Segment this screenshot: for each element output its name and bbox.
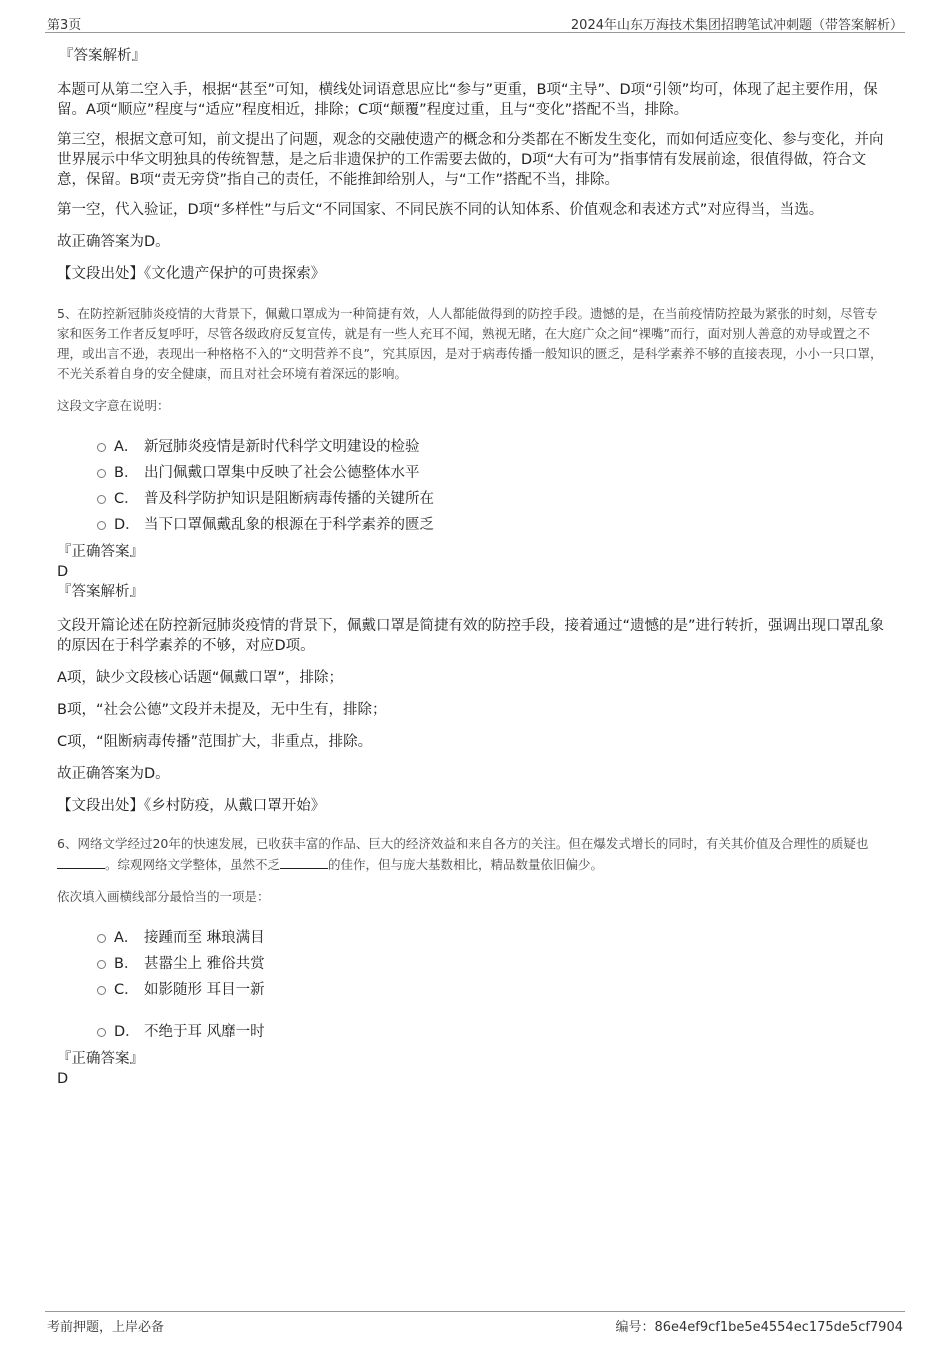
fill-blank [280,854,328,869]
fill-blank [57,854,105,869]
q5-option-b[interactable]: B． 出门佩戴口罩集中反映了社会公德整体水平 [97,458,888,484]
q4-analysis-paragraph: 第一空，代入验证，D项“多样性”与后文“不同国家、不同民族不同的认知体系、价值观念和表述方式”对应得当，当选。 [57,202,824,218]
q6-stem: 6、网络文学经过20年的快速发展，已收获丰富的作品、巨大的经济效益和来自各方的关注。但在爆发式增长的同时，有关其价值及合理性的质疑也。综观网络文学整体，虽然不乏 的佳作，但与庞大基数相比，精品数量依旧偏少。 [57,836,869,872]
q5-analysis-label: 『答案解析』 [57,584,144,600]
q6-option-a[interactable]: A． 接踵而至 琳琅满目 [97,923,888,949]
page-footer [45,1311,905,1338]
q5-analysis-paragraph: B项，“社会公德”文段并未提及，无中生有，排除； [57,702,387,718]
q6-option-d[interactable]: D． 不绝于耳 风靡一时 [97,1017,888,1043]
q5-options [97,432,888,536]
q5-analysis-paragraph: 故正确答案为D。 [57,766,170,782]
q5-source: 【文段出处】《乡村防疫，从戴口罩开始》 [57,798,326,814]
q5-stem: 5、在防控新冠肺炎疫情的大背景下，佩戴口罩成为一种简捷有效，人人都能做得到的防控手段。遗憾的是，在当前疫情防控最为紧张的时刻，尽管专家和医务工作者反复呼吁，尽管各级政府反复宣传，就是有一些人充耳不闻，熟视无睹，在大庭广众之间“裸嘴”而行，面对别人善意的劝导或置之不理，或出言不逊，表现出一种格格不入的“文明营养不良”，究其原因，是对于病毒传播一般知识的匮乏，是科学素养不够的直接表现，小小一只口罩，不光关系着自身的安全健康，而且对社会环境有着深远的影响。 [57,306,883,381]
q5-option-c[interactable]: C． 普及科学防护知识是阻断病毒传播的关键所在 [97,484,888,510]
radio-icon[interactable] [97,495,106,504]
q6-option-c[interactable]: C． 如影随形 耳目一新 [97,975,888,1001]
q5-option-d[interactable]: D． 当下口罩佩戴乱象的根源在于科学素养的匮乏 [97,510,888,536]
q6-answer-label: 『正确答案』 [57,1051,144,1067]
q4-source: 【文段出处】《文化遗产保护的可贵探索》 [57,266,326,282]
document-title: 2024年山东万海技术集团招聘笔试冲刺题（带答案解析） [570,18,903,33]
page-header [45,12,905,33]
q6-options [97,923,888,1043]
radio-icon[interactable] [97,443,106,452]
radio-icon[interactable] [97,469,106,478]
q6-question: 依次填入画横线部分最恰当的一项是： [57,889,270,904]
footer-slogan: 考前押题，上岸必备 [47,1320,165,1335]
q5-answer: D [57,564,69,580]
radio-icon[interactable] [97,521,106,530]
q5-analysis-paragraph: A项，缺少文段核心话题“佩戴口罩”，排除； [57,670,343,686]
q5-answer-label: 『正确答案』 [57,544,144,560]
q5-option-a[interactable]: A． 新冠肺炎疫情是新时代科学文明建设的检验 [97,432,888,458]
q5-analysis-paragraph: C项，“阻断病毒传播”范围扩大，非重点，排除。 [57,734,373,750]
q5-question: 这段文字意在说明： [57,398,170,413]
q6-answer: D [57,1071,69,1087]
q4-analysis-paragraph: 第三空，根据文意可知，前文提出了问题，观念的交融使遗产的概念和分类都在不断发生变化，而如何适应变化、参与变化，并向世界展示中华文明独具的传统智慧，是之后非遗保护的工作需要去做的，D项“大有可为”指事情有发展前途，很值得做，符合文意，保留。B项“责无旁贷”指自己的责任，不能推卸给别人，与“工作”搭配不当，排除。 [57,132,884,188]
page-number: 第3页 [47,18,82,33]
document-id: 编号：86e4ef9cf1be5e4554ec175de5cf7904 [615,1320,903,1335]
q4-analysis-label: 『答案解析』 [59,48,146,64]
q4-analysis-paragraph: 本题可从第二空入手，根据“甚至”可知，横线处词语意思应比“参与”更重，B项“主导”、D项“引领”均可，体现了起主要作用，保留。A项“顺应”程度与“适应”程度相近，排除；C项“颠覆”程度过重，且与“变化”搭配不当，排除。 [57,82,878,118]
q5-analysis-paragraph: 文段开篇论述在防控新冠肺炎疫情的背景下，佩戴口罩是简捷有效的防控手段，接着通过“遗憾的是”进行转折，强调出现口罩乱象的原因在于科学素养的不够，对应D项。 [57,618,885,654]
page-content [57,46,888,1089]
q4-analysis-paragraph: 故正确答案为D。 [57,234,170,250]
radio-icon[interactable] [97,960,106,969]
radio-icon[interactable] [97,1028,106,1037]
q6-option-b[interactable]: B． 甚嚣尘上 雅俗共赏 [97,949,888,975]
radio-icon[interactable] [97,986,106,995]
radio-icon[interactable] [97,934,106,943]
